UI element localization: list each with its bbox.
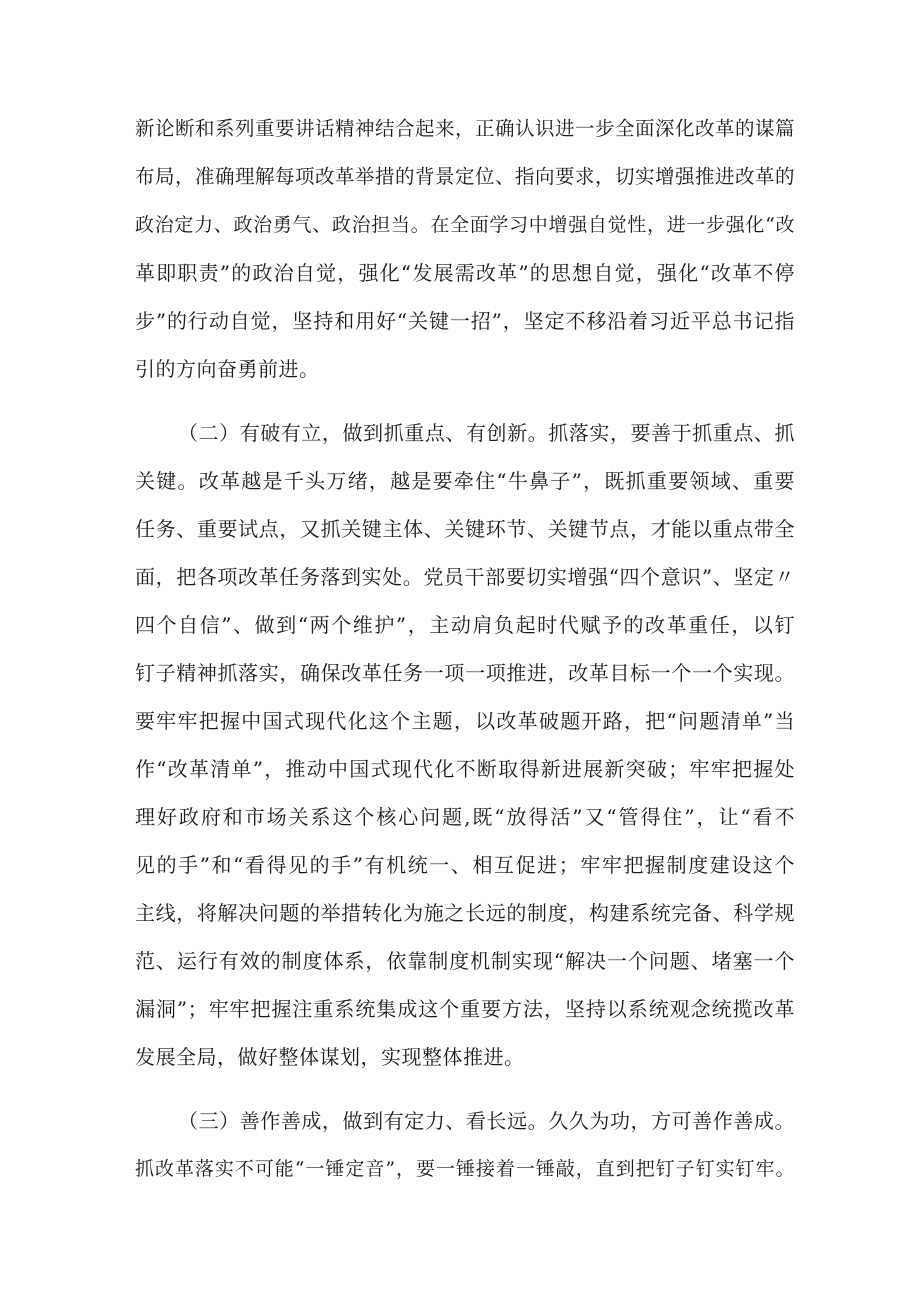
text-line: 新论断和系列重要讲话精神结合起来，正确认识进一步全面深化改革的谋篇 — [135, 117, 796, 140]
text-line: 布局，准确理解每项改革举措的背景定位、指向要求，切实增强推进改革的 — [135, 165, 796, 188]
paragraph-heading-line: （三）善作善成，做到有定力、看长远。久久为功，方可善作善成。 — [178, 1109, 795, 1133]
text-line: 理好政府和市场关系这个核心问题,既“放得活”又“管得住”，让“看不 — [135, 805, 795, 829]
text-line: 钉子精神抓落实，确保改革任务一项一项推进，改革目标一个一个实现。 — [135, 661, 795, 685]
text-line: 关键。改革越是千头万绪，越是要牵住“牛鼻子”，既抓重要领域、重要 — [135, 469, 795, 493]
text-line: 范、运行有效的制度体系，依靠制度机制实现“解决一个问题、堵塞一个 — [135, 949, 795, 973]
text-line: 面，把各项改革任务落到实处。党员干部要切实增强“四个意识”、坚定〃 — [135, 565, 795, 589]
text-line: 漏洞”；牢牢把握注重系统集成这个重要方法，坚持以系统观念统揽改革 — [135, 997, 795, 1021]
text-line: 步”的行动自觉，坚持和用好“关键一招”，坚定不移沿着习近平总书记指 — [135, 309, 795, 333]
text-line: 作“改革清单”，推动中国式现代化不断取得新进展新突破；牢牢把握处 — [135, 757, 795, 781]
text-line: 见的手”和“看得见的手”有机统一、相互促进；牢牢把握制度建设这个 — [135, 853, 795, 877]
text-line: 革即职责”的政治自觉，强化“发展需改革”的思想自觉，强化“改革不停 — [135, 261, 795, 285]
text-line: 发展全局，做好整体谋划，实现整体推进。 — [135, 1045, 525, 1069]
text-line: 要牢牢把握中国式现代化这个主题，以改革破题开路，把“问题清单”当 — [135, 709, 795, 733]
text-line: 四个自信”、做到“两个维护”，主动肩负起时代赋予的改革重任，以钉 — [135, 613, 795, 637]
paragraph-heading-line: （二）有破有立，做到抓重点、有创新。抓落实，要善于抓重点、抓 — [178, 421, 795, 445]
text-line: 抓改革落实不可能“一锤定音”，要一锤接着一锤敲，直到把钉子钉实钉牢。 — [135, 1158, 795, 1180]
text-line: 任务、重要试点，又抓关键主体、关键环节、关键节点，才能以重点带全 — [135, 517, 795, 541]
text-line: 主线，将解决问题的举措转化为施之长远的制度，构建系统完备、科学规 — [135, 901, 795, 925]
text-line: 政治定力、政治勇气、政治担当。在全面学习中增强自觉性，进一步强化“改 — [135, 214, 795, 236]
text-line: 引的方向奋勇前进。 — [135, 357, 320, 381]
